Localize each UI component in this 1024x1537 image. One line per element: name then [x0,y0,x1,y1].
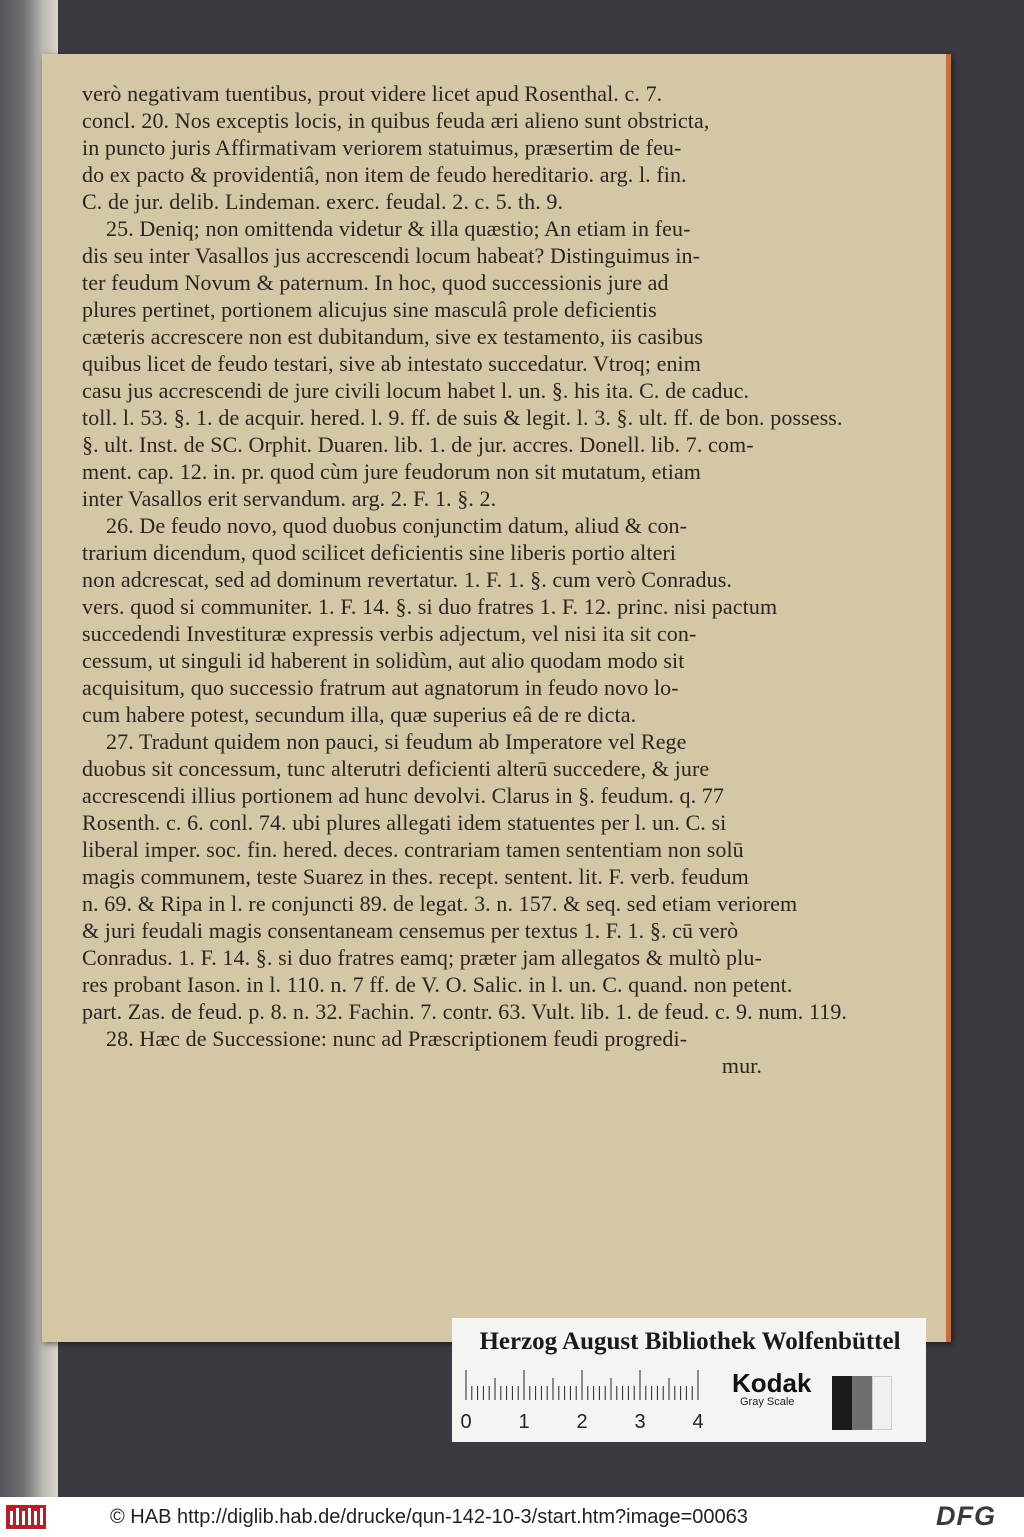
text-line: quibus licet de feudo testari, sive ab intestato succedatur. Vtroq; enim [82,351,701,376]
gray-patch-mid [852,1376,872,1430]
hab-logo-icon [6,1505,46,1529]
text-line: toll. l. 53. §. 1. de acquir. hered. l. 9. ff. de suis & legit. l. 3. §. ult. ff. de bon. possess. [82,405,843,430]
ruler-label-1: 1 [518,1411,530,1433]
library-title: Herzog August Bibliothek Wolfenbüttel [479,1328,901,1355]
text-line: 25. Deniq; non omittenda videtur & illa quæstio; An etiam in feu- [106,216,691,241]
kodak-logo: Kodak [732,1368,812,1398]
text-line: ter feudum Novum & paternum. In hoc, quod successionis jure ad [82,270,669,295]
text-line: vers. quod si communiter. 1. F. 14. §. si duo fratres 1. F. 12. princ. nisi pactum [82,594,778,619]
text-line: n. 69. & Ripa in l. re conjuncti 89. de legat. 3. n. 157. & seq. sed etiam veriorem [82,891,798,916]
footer-bar [0,1497,1024,1537]
text-line: dis seu inter Vasallos jus accrescendi locum habeat? Distinguimus in- [82,243,701,268]
text-line: inter Vasallos erit servandum. arg. 2. F. 1. §. 2. [82,486,497,511]
dfg-logo: DFG [936,1501,996,1531]
text-line: C. de jur. delib. Lindeman. exerc. feudal. 2. c. 5. th. 9. [82,189,564,214]
text-line: liberal imper. soc. fin. hered. deces. contrariam tamen sententiam non solū [82,837,744,862]
text-line: trarium dicendum, quod scilicet deficientis sine liberis portio alteri [82,540,677,565]
text-line: 27. Tradunt quidem non pauci, si feudum ab Imperatore vel Rege [106,729,687,754]
scale-ruler [462,1370,722,1440]
text-line: 28. Hæc de Successione: nunc ad Præscriptionem feudi progredi- [106,1026,688,1051]
copyright-url[interactable]: © HAB http://diglib.hab.de/drucke/qun-142-10-3/start.htm?image=00063 [110,1506,748,1528]
text-line: concl. 20. Nos exceptis locis, in quibus feuda æri alieno sunt obstricta, [82,108,710,133]
text-line: mur. [721,1053,762,1078]
text-line: Rosenth. c. 6. conl. 74. ubi plures allegati idem statuentes per l. un. C. si [82,810,727,835]
text-line: in puncto juris Affirmativam veriorem statuimus, præsertim de feu- [82,135,682,160]
text-line: & juri feudali magis consentaneam censemus per textus 1. F. 1. §. cū verò [82,918,739,943]
text-line: verò negativam tuentibus, prout videre licet apud Rosenthal. c. 7. [82,81,663,106]
text-line: part. Zas. de feud. p. 8. n. 32. Fachin. 7. contr. 63. Vult. lib. 1. de feud. c. 9. num. 119. [82,999,848,1024]
text-line: §. ult. Inst. de SC. Orphit. Duaren. lib. 1. de jur. accres. Donell. lib. 7. com- [82,432,754,457]
text-line: cessum, ut singuli id haberent in solidùm, aut alio quodam modo sit [82,648,685,673]
text-line: cum habere potest, secundum illa, quæ superius eâ de re dicta. [82,702,637,727]
text-line: non adcrescat, sed ad dominum revertatur. 1. F. 1. §. cum verò Conradus. [82,567,733,592]
color-target-card [452,1318,926,1442]
ruler-label-0: 0 [460,1411,472,1433]
text-line: casu jus accrescendi de jure civili locum habet l. un. §. his ita. C. de caduc. [82,378,750,403]
ruler-label-2: 2 [576,1411,588,1433]
text-line: accrescendi illius portionem ad hunc devolvi. Clarus in §. feudum. q. 77 [82,783,724,808]
text-line: magis communem, teste Suarez in thes. recept. sentent. lit. F. verb. feudum [82,864,749,889]
text-line: acquisitum, quo successio fratrum aut agnatorum in feudo novo lo- [82,675,679,700]
page-text [82,80,848,1079]
text-line: 26. De feudo novo, quod duobus conjunctim datum, aliud & con- [106,513,688,538]
text-line: ment. cap. 12. in. pr. quod cùm jure feudorum non sit mutatum, etiam [82,459,702,484]
text-line: do ex pacto & providentiâ, non item de feudo hereditario. arg. l. fin. [82,162,687,187]
text-line: duobus sit concessum, tunc alterutri deficienti alterū succedere, & jure [82,756,710,781]
text-line: cæteris accrescere non est dubitandum, sive ex testamento, iis casibus [82,324,703,349]
text-line: succedendi Investituræ expressis verbis adjectum, vel nisi ita sit con- [82,621,697,646]
text-line: Conradus. 1. F. 14. §. si duo fratres eamq; præter jam allegatos & multò plu- [82,945,762,970]
gray-patch-light [872,1376,892,1430]
text-line: plures pertinet, portionem alicujus sine masculâ prole deficientis [82,297,657,322]
gray-scale-label: Gray Scale [740,1396,795,1408]
ruler-label-4: 4 [692,1411,704,1433]
ruler-label-3: 3 [634,1411,646,1433]
text-line: res probant Iason. in l. 110. n. 7 ff. de V. O. Salic. in l. un. C. quand. non petent. [82,972,793,997]
gray-patch-dark [832,1376,852,1430]
